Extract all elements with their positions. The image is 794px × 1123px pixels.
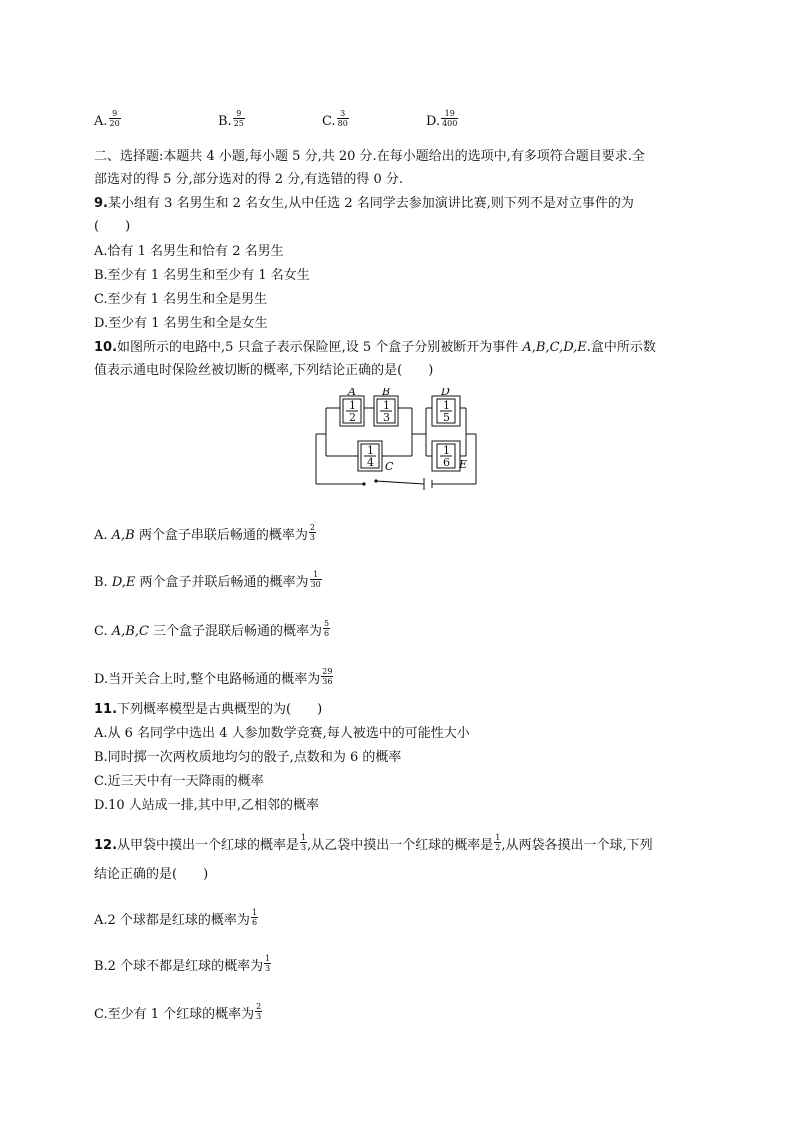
q12-a-fraction: $\frac{1}{6}$ bbox=[251, 908, 258, 927]
q9-option-b: B.至少有 1 名男生和至少有 1 名女生 bbox=[94, 268, 310, 283]
q8-c-fraction: $\frac{3}{80}$ bbox=[337, 109, 348, 128]
q10-stem-line2: 值表示通电时保险丝被切断的概率,下列结论正确的是( ) bbox=[94, 363, 434, 378]
q10-number: 10. bbox=[94, 340, 118, 355]
switch-right-contact bbox=[374, 479, 377, 482]
q12-option-a: A.2 个球都是红球的概率为 $\frac{1}{6}$ bbox=[94, 908, 258, 928]
q8-choice-a: A. $\frac{9}{20}$ bbox=[94, 109, 120, 129]
box-e-den: 6 bbox=[443, 456, 450, 469]
q10-stem-line1: 10.如图所示的电路中,5 只盒子表示保险匣,设 5 个盒子分别被断开为事件 A,B,C,D,E.盒中所示数 bbox=[94, 340, 656, 355]
q12-fraction-2: $\frac{1}{2}$ bbox=[495, 833, 501, 852]
box-b-den: 3 bbox=[383, 411, 390, 424]
label-e: E bbox=[459, 458, 468, 471]
q9-option-c: C.至少有 1 名男生和全是男生 bbox=[94, 292, 268, 307]
q8-choice-d: D. $\frac{19}{400}$ bbox=[426, 109, 458, 129]
q11-number: 11. bbox=[94, 702, 118, 717]
box-a-num: 1 bbox=[349, 399, 356, 412]
q12-number: 12. bbox=[94, 838, 118, 853]
box-b-num: 1 bbox=[383, 399, 390, 412]
q8-a-fraction: $\frac{9}{20}$ bbox=[109, 109, 120, 128]
q9-paren: ( ) bbox=[94, 219, 131, 234]
q11-option-c: C.近三天中有一天降雨的概率 bbox=[94, 774, 264, 789]
q11-option-a: A.从 6 名同学中选出 4 人参加数学竞赛,每人被选中的可能性大小 bbox=[94, 726, 470, 741]
q10-c-fraction: $\frac{5}{6}$ bbox=[324, 619, 330, 638]
label-a: A bbox=[348, 388, 356, 398]
q10-b-fraction: $\frac{1}{30}$ bbox=[310, 570, 321, 589]
q10-option-d: D.当开关合上时,整个电路畅通的概率为 $\frac{29}{36}$ bbox=[94, 667, 333, 687]
label-b: B bbox=[382, 388, 391, 398]
q8-d-fraction: $\frac{19}{400}$ bbox=[442, 109, 458, 128]
q12-c-fraction: $\frac{2}{3}$ bbox=[256, 1002, 262, 1021]
box-d-den: 5 bbox=[443, 411, 450, 424]
q10-option-c: C. A,B,C 三个盒子混联后畅通的概率为 $\frac{5}{6}$ bbox=[94, 619, 330, 639]
q9-option-a: A.恰有 1 名男生和恰有 2 名男生 bbox=[94, 244, 284, 259]
section2-line2: 部选对的得 5 分,部分选对的得 2 分,有选错的得 0 分. bbox=[94, 172, 404, 187]
q12-option-c: C.至少有 1 个红球的概率为 $\frac{2}{3}$ bbox=[94, 1002, 262, 1022]
q8-choice-c: C. $\frac{3}{80}$ bbox=[322, 109, 348, 129]
box-a-den: 2 bbox=[349, 411, 356, 424]
q12-option-b: B.2 个球不都是红球的概率为 $\frac{1}{3}$ bbox=[94, 954, 271, 974]
q9-option-d: D.至少有 1 名男生和全是女生 bbox=[94, 316, 268, 331]
q12-b-fraction: $\frac{1}{3}$ bbox=[265, 954, 271, 973]
q8-choice-b: B. $\frac{9}{25}$ bbox=[218, 109, 244, 129]
q12-stem-line1: 12.从甲袋中摸出一个红球的概率是 $\frac{1}{3}$ ,从乙袋中摸出一个红球的概率是 $\frac{1}{2}$ ,从两袋各摸出一个球,下列 bbox=[94, 833, 653, 853]
switch-left-contact bbox=[362, 482, 365, 485]
q11-option-b: B.同时掷一次两枚质地均匀的骰子,点数和为 6 的概率 bbox=[94, 750, 402, 765]
q10-a-fraction: $\frac{2}{3}$ bbox=[309, 523, 315, 542]
q8-b-fraction: $\frac{9}{25}$ bbox=[233, 109, 244, 128]
box-c-den: 4 bbox=[367, 456, 374, 469]
section2-line1: 二、选择题:本题共 4 小题,每小题 5 分,共 20 分.在每小题给出的选项中,有多项符合题目要求.全 bbox=[94, 149, 645, 164]
label-d: D bbox=[441, 388, 450, 398]
box-c-num: 1 bbox=[367, 444, 374, 457]
q10-option-a: A. A,B 两个盒子串联后畅通的概率为 $\frac{2}{3}$ bbox=[94, 523, 315, 543]
circuit-diagram bbox=[310, 388, 490, 490]
q12-fraction-1: $\frac{1}{3}$ bbox=[301, 833, 307, 852]
label-c: C bbox=[385, 460, 394, 473]
box-d-num: 1 bbox=[443, 399, 450, 412]
q9-stem: 9.某小组有 3 名男生和 2 名女生,从中任选 2 名同学去参加演讲比赛,则下列不是对立事件的为 bbox=[94, 196, 634, 211]
box-e-num: 1 bbox=[443, 444, 450, 457]
q10-option-b: B. D,E 两个盒子并联后畅通的概率为 $\frac{1}{30}$ bbox=[94, 570, 321, 590]
q11-option-d: D.10 人站成一排,其中甲,乙相邻的概率 bbox=[94, 798, 320, 813]
q12-stem-line2: 结论正确的是( ) bbox=[94, 867, 209, 882]
q9-number: 9. bbox=[94, 196, 108, 211]
q10-d-fraction: $\frac{29}{36}$ bbox=[322, 667, 333, 686]
q11-stem: 11.下列概率模型是古典概型的为( ) bbox=[94, 702, 323, 717]
